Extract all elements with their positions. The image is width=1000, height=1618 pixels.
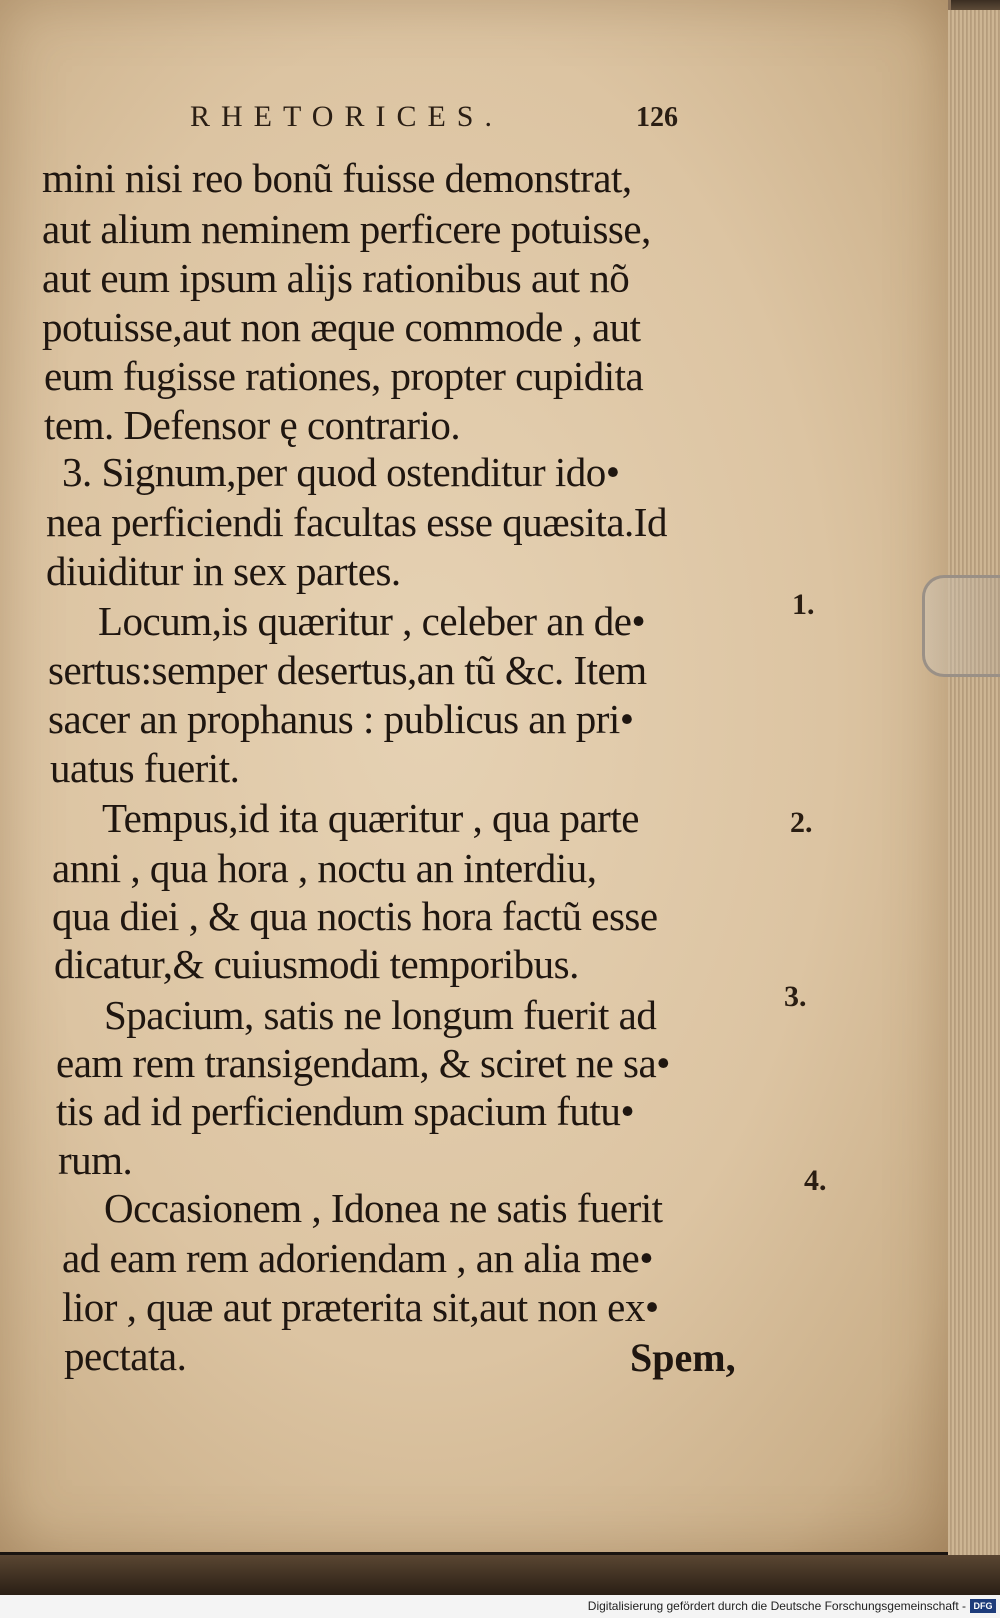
dfg-logo-icon: DFG <box>970 1599 996 1613</box>
text-line: aut alium neminem perficere potuisse, <box>42 206 651 252</box>
text-line: lior , quæ aut præterita sit,aut non ex• <box>62 1284 659 1330</box>
text-line: Spacium, satis ne longum fuerit ad <box>104 992 657 1038</box>
text-line: potuisse,aut non æque commode , aut <box>42 304 641 350</box>
text-line: tis ad id perficiendum spacium futu• <box>56 1088 635 1134</box>
catchword: Spem, <box>630 1335 736 1380</box>
text-line: ad eam rem adoriendam , an alia me• <box>62 1235 654 1281</box>
text-line: Tempus,id ita quæritur , qua parte <box>102 795 639 841</box>
text-line: sacer an prophanus : publicus an pri• <box>48 696 634 742</box>
text-line: uatus fuerit. <box>50 745 240 791</box>
page-edges <box>948 10 1000 1555</box>
text-line: dicatur,& cuiusmodi temporibus. <box>54 941 579 987</box>
text-line: tem. Defensor ę contrario. <box>44 402 461 448</box>
margin-mark: 2. <box>790 806 813 839</box>
text-line: diuiditur in sex partes. <box>46 548 401 594</box>
digitization-footer <box>0 1595 1000 1618</box>
page-number: 126 <box>636 102 678 133</box>
text-line: anni , qua hora , noctu an interdiu, <box>52 845 597 891</box>
text-line: sertus:semper desertus,an tũ &c. Item <box>48 647 647 693</box>
page-clip <box>922 575 1000 677</box>
text-line: mini nisi reo bonũ fuisse demonstrat, <box>42 155 632 201</box>
text-line: aut eum ipsum alijs rationibus aut nõ <box>42 255 630 301</box>
text-line: 3. Signum,per quod ostenditur ido• <box>62 449 620 495</box>
text-line: rum. <box>58 1137 133 1183</box>
text-line: pectata. <box>64 1333 187 1379</box>
text-line: eam rem transigendam, & sciret ne sa• <box>56 1040 671 1086</box>
text-line: eum fugisse rationes, propter cupidita <box>44 353 644 399</box>
running-head: RHETORICES. <box>190 100 503 133</box>
footer-credit: Digitalisierung gefördert durch die Deutsche Forschungsgemeinschaft - <box>587 1599 966 1613</box>
margin-mark: 3. <box>784 980 807 1013</box>
text-line: qua diei , & qua noctis hora factũ esse <box>52 893 658 939</box>
margin-mark: 1. <box>792 588 815 621</box>
text-line: Locum,is quæritur , celeber an de• <box>98 598 646 644</box>
text-line: Occasionem , Idonea ne satis fuerit <box>104 1185 663 1231</box>
book-bottom-edge <box>0 1555 1000 1595</box>
margin-mark: 4. <box>804 1164 827 1197</box>
text-line: nea perficiendi facultas esse quæsita.Id <box>46 499 667 545</box>
